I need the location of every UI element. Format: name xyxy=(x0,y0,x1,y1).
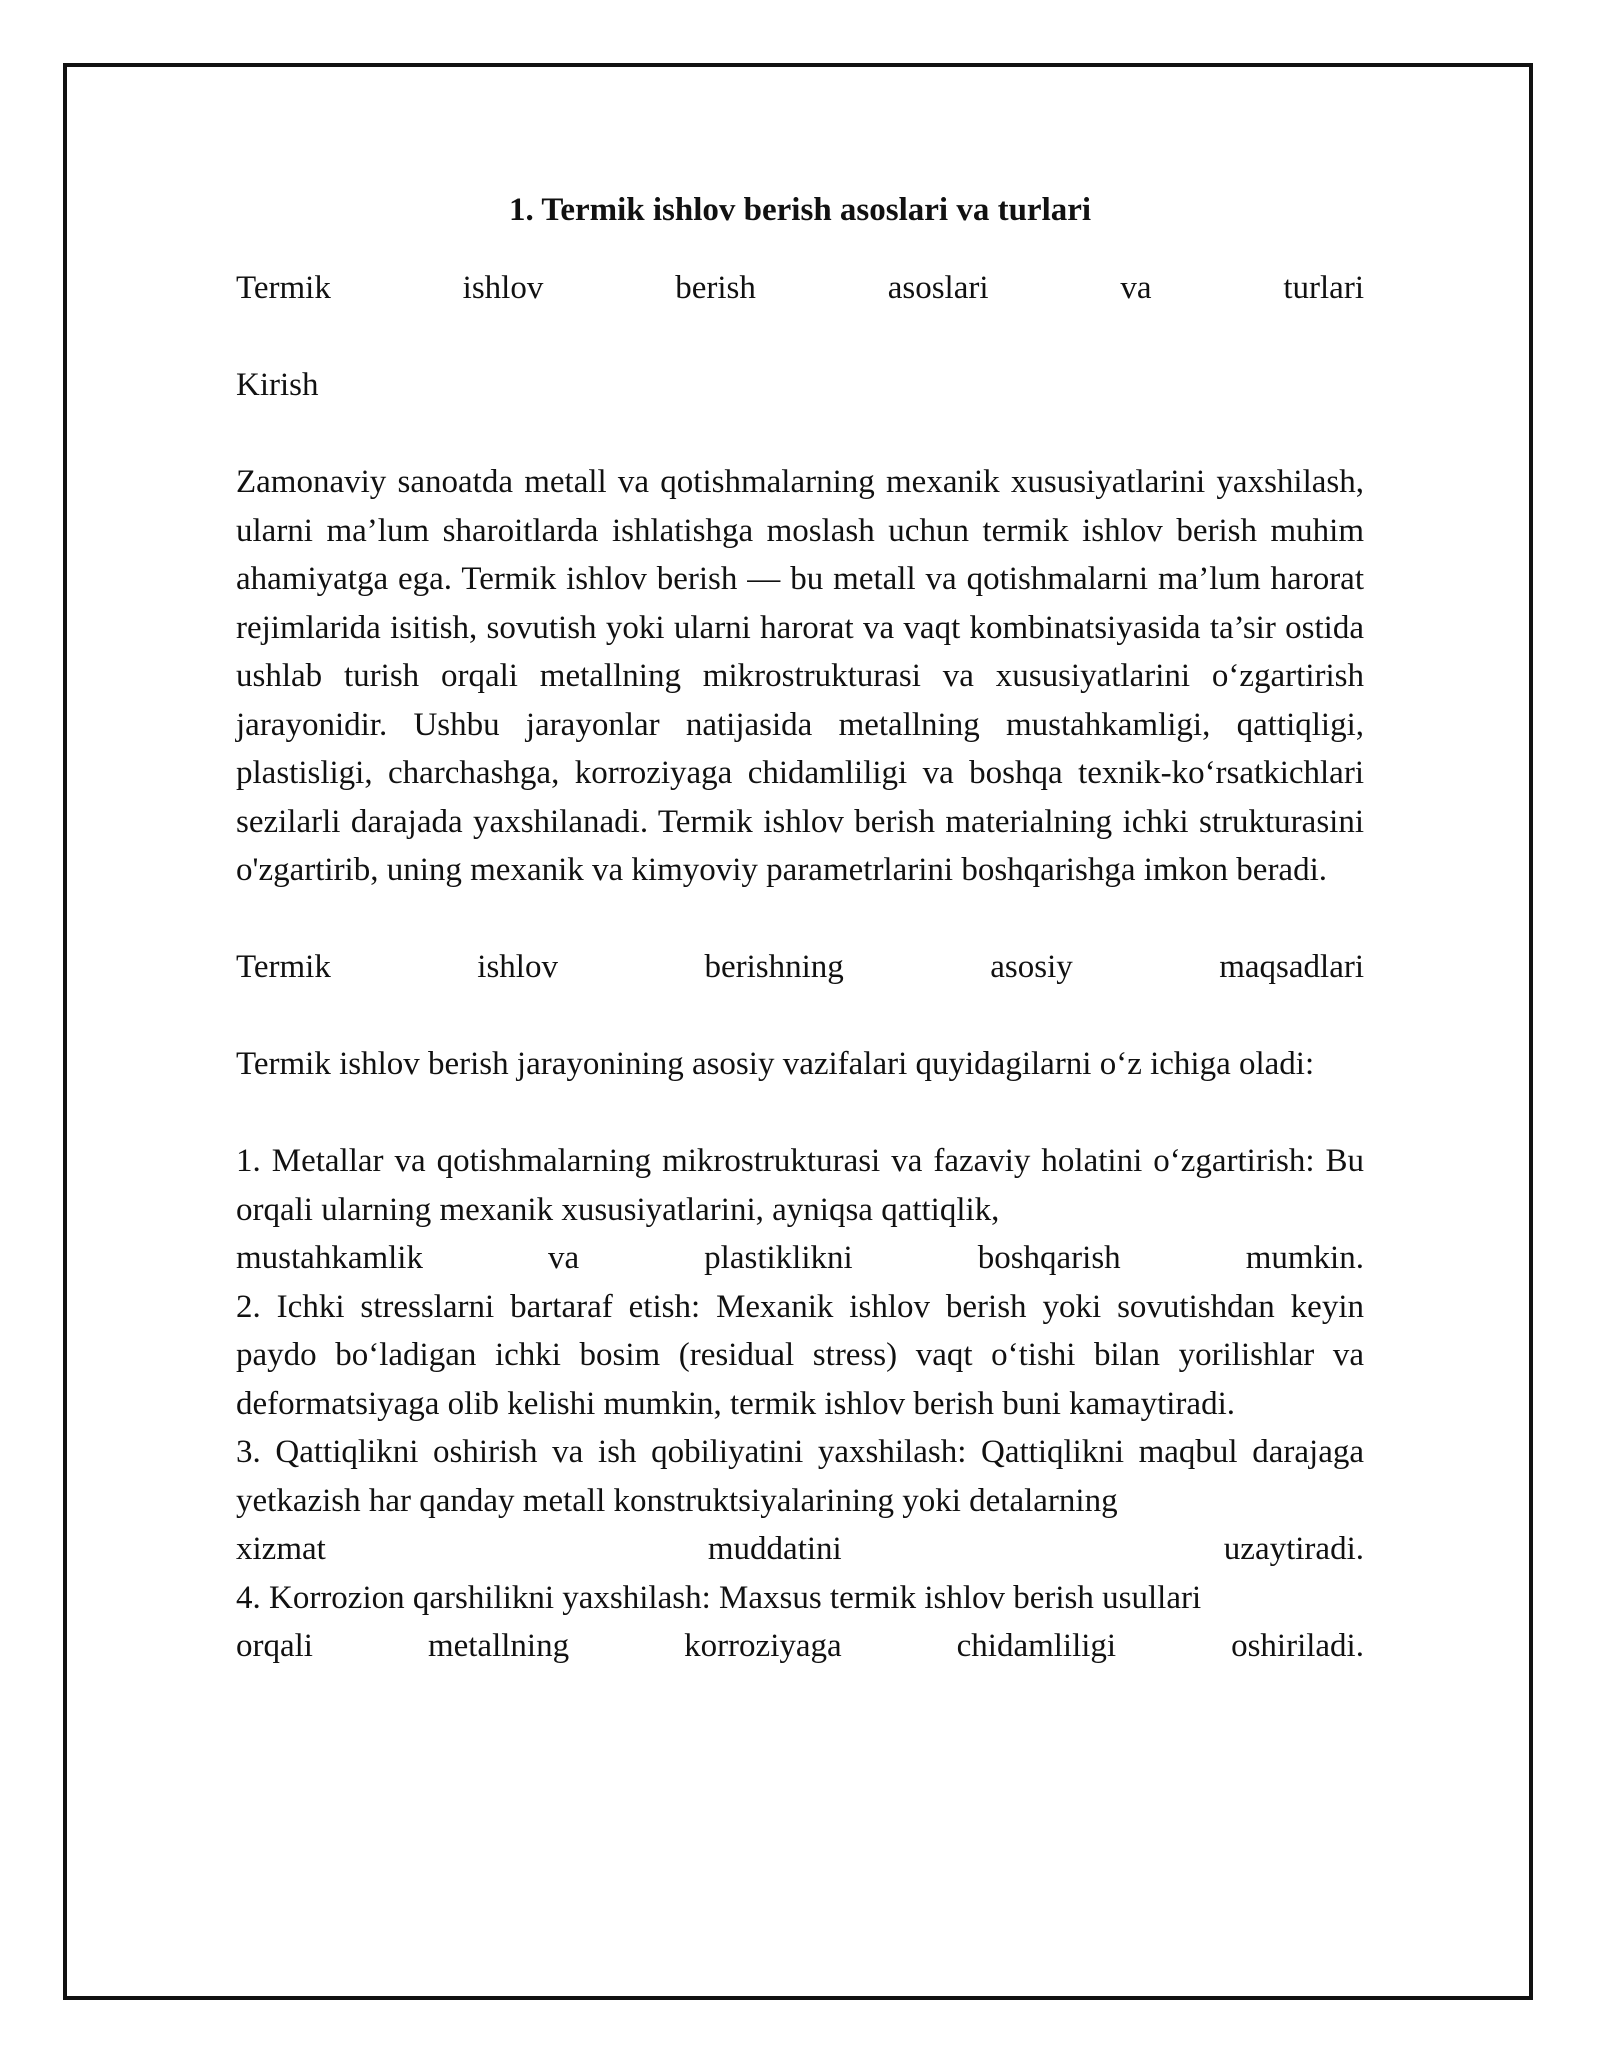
intro-heading: Kirish xyxy=(236,367,319,403)
list-item-word: orqali xyxy=(236,1628,313,1664)
list-item: 4. Korrozion qarshilikni yaxshilash: Maxsus termik ishlov berish usullari xyxy=(236,1579,1202,1616)
list-item-word: mumkin. xyxy=(1245,1240,1364,1276)
subtitle-word: ishlov xyxy=(462,270,544,306)
document-title: 1. Termik ishlov berish asoslari va turlari xyxy=(508,192,1092,228)
subtitle-word: berish xyxy=(675,270,756,306)
intro-paragraph: Zamonaviy sanoatda metall va qotishmalarning mexanik xususiyatlarini yaxshilash, ularni ma’lum sharoitlarda ishlatishga moslash uchun termik ishlov berish muhim ahamiyatga ega. Termik ishlov berish — bu metall va qotishmalarni ma’lum harorat rejimlarida isitish, sovutish yoki ularni harorat va vaqt kombinatsiyasida ta’sir ostida ushlab turish orqali metallning mikrostrukturasi va xususiyatlarini o‘zgartirish jarayonidir. Ushbu jarayonlar natijasida metallning mustahkamligi, qattiqligi, plastisligi, charchashga, korroziyaga chidamliligi va boshqa texnik-ko‘rsatkichlari sezilarli darajada yaxshilanadi. Termik ishlov berish materialning ichki strukturasini o'zgartirib, uning mexanik va kimyoviy parametrlarini boshqarishga imkon beradi. xyxy=(236,464,1364,888)
list-item-word: korroziyaga xyxy=(684,1628,842,1664)
list-item-word: plastiklikni xyxy=(704,1240,853,1276)
subtitle-word: Termik xyxy=(236,270,331,306)
goals-list xyxy=(236,1137,1364,1671)
goals-heading-word: asosiy xyxy=(990,949,1073,985)
document-body xyxy=(236,186,1364,1671)
list-item-word: chidamliligi xyxy=(956,1628,1117,1664)
list-item-word: va xyxy=(548,1240,580,1276)
list-item-word: muddatini xyxy=(707,1531,842,1567)
list-item-word: boshqarish xyxy=(977,1240,1121,1276)
subtitle-word: va xyxy=(1120,270,1152,306)
list-item-word: uzaytiradi. xyxy=(1223,1531,1364,1567)
goals-heading-word: berishning xyxy=(704,949,844,985)
goals-heading-word: Termik xyxy=(236,949,331,985)
subtitle-word: turlari xyxy=(1283,270,1364,306)
list-item: 1. Metallar va qotishmalarning mikrostrukturasi va fazaviy holatini o‘zgartirish: Bu orqali ularning mexanik xususiyatlarini, ayniqsa qattiqlik, xyxy=(236,1143,1364,1228)
list-item: 3. Qattiqlikni oshirish va ish qobiliyatini yaxshilash: Qattiqlikni maqbul darajaga yetkazish har qanday metall konstruktsiyalarining yoki detalarning xyxy=(236,1434,1364,1519)
list-item-word: xizmat xyxy=(236,1531,326,1567)
list-item-word: oshiriladi. xyxy=(1231,1628,1364,1664)
subtitle-word: asoslari xyxy=(887,270,989,306)
goals-intro: Termik ishlov berish jarayonining asosiy vazifalari quyidagilarni o‘z ichiga oladi: xyxy=(236,1046,1315,1082)
list-item-word: mustahkamlik xyxy=(236,1240,423,1276)
goals-heading-word: maqsadlari xyxy=(1219,949,1364,985)
subtitle-line xyxy=(236,264,1364,313)
list-item-last-line xyxy=(236,1234,1364,1283)
list-item: 2. Ichki stresslarni bartaraf etish: Mexanik ishlov berish yoki sovutishdan keyin paydo bo‘ladigan ichki bosim (residual stress) vaqt o‘tishi bilan yorilishlar va deformatsiyaga olib kelishi mumkin, termik ishlov berish buni kamaytiradi. xyxy=(236,1288,1364,1422)
goals-heading xyxy=(236,943,1364,992)
list-item-word: metallning xyxy=(427,1628,570,1664)
list-item-last-line xyxy=(236,1525,1364,1574)
list-item-last-line xyxy=(236,1622,1364,1671)
goals-heading-word: ishlov xyxy=(477,949,558,985)
